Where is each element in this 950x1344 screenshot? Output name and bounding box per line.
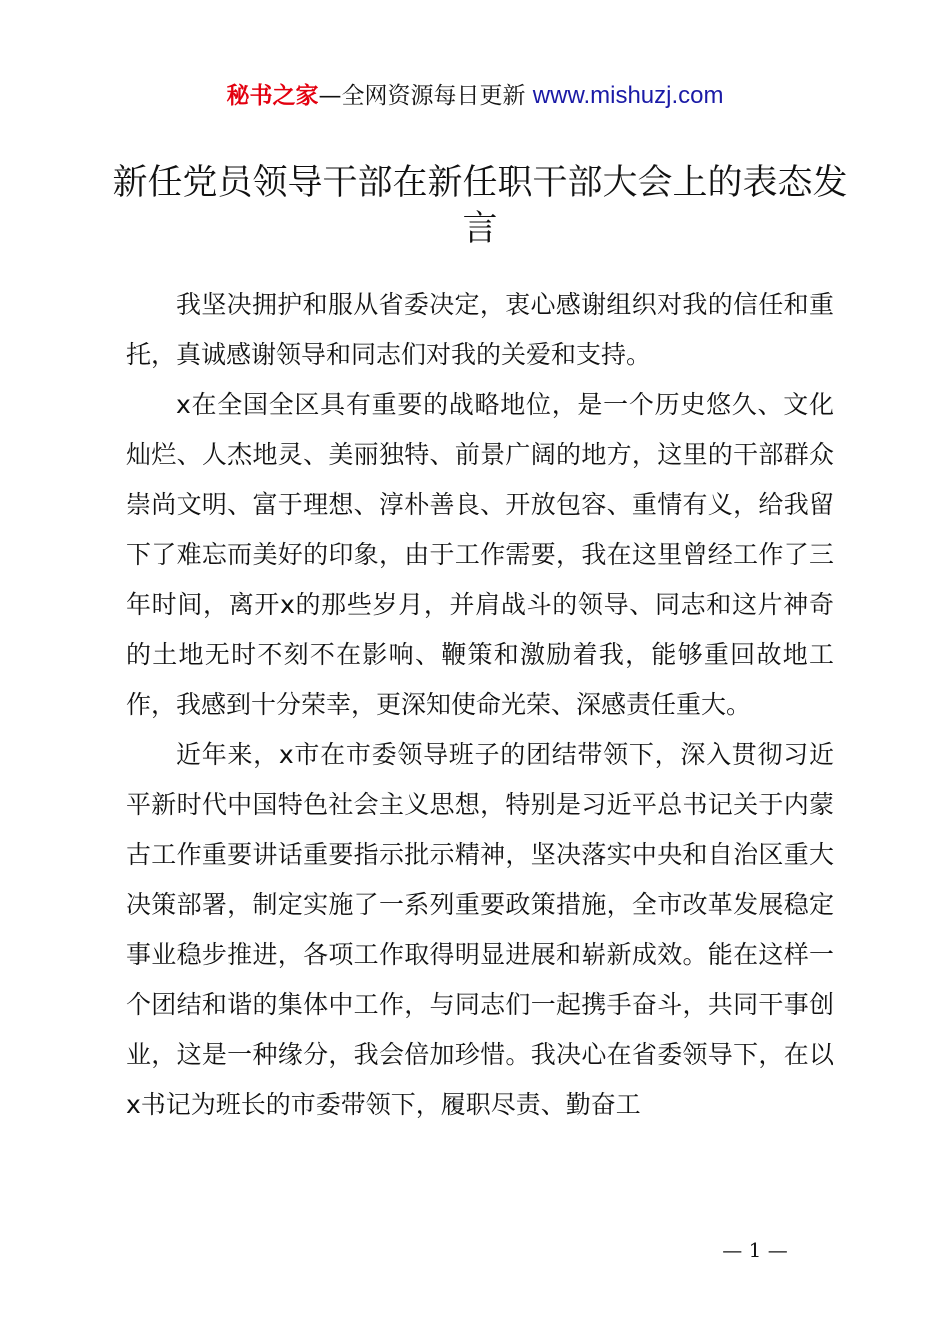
paragraph: x在全国全区具有重要的战略地位，是一个历史悠久、文化灿烂、人杰地灵、美丽独特、前景广阔的地方，这里的干部群众崇尚文明、富于理想、淳朴善良、开放包容、重情有义，给我留下了难忘而美好的印象，由于工作需要，我在这里曾经工作了三年时间，离开x的那些岁月，并肩战斗的领导、同志和这片神奇的土地无时不刻不在影响、鞭策和激励着我，能够重回故地工作，我感到十分荣幸，更深知使命光荣、深感责任重大。 (126, 390, 834, 719)
banner-tagline: —全网资源每日更新 (318, 83, 533, 109)
brand-name: 秘书之家 (226, 83, 319, 109)
website-link[interactable]: www.mishuzj.com (532, 82, 724, 109)
paragraph: 我坚决拥护和服从省委决定，衷心感谢组织对我的信任和重托，真诚感谢领导和同志们对我的关爱和支持。 (126, 290, 834, 369)
document-body (126, 280, 834, 1130)
site-banner (0, 80, 950, 112)
page-number: — 1 — (722, 1238, 788, 1262)
paragraph: 近年来，x市在市委领导班子的团结带领下，深入贯彻习近平新时代中国特色社会主义思想，特别是习近平总书记关于内蒙古工作重要讲话重要指示批示精神，坚决落实中央和自治区重大决策部署，制定实施了一系列重要政策措施，全市改革发展稳定事业稳步推进，各项工作取得明显进展和崭新成效。能在这样一个团结和谐的集体中工作，与同志们一起携手奋斗，共同干事创业，这是一种缘分，我会倍加珍惜。我决心在省委领导下，在以x书记为班长的市委带领下，履职尽责、勤奋工 (126, 740, 834, 1119)
document-title: 新任党员领导干部在新任职干部大会上的表态发言 (112, 163, 848, 249)
